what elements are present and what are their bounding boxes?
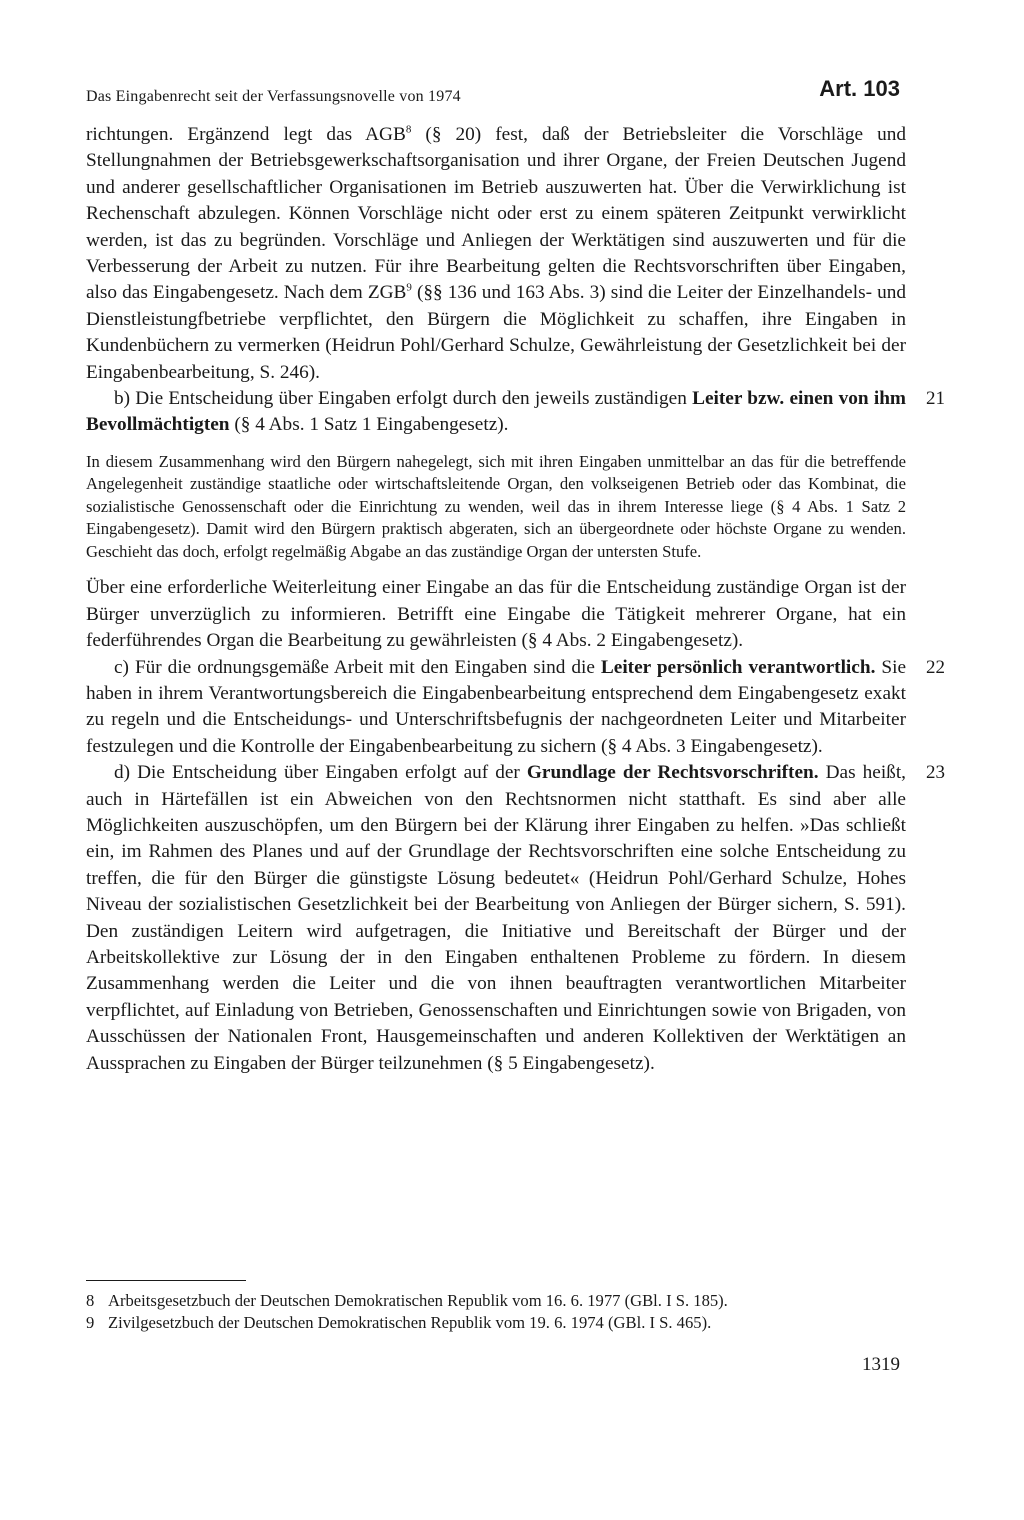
main-text (86, 122, 945, 1077)
footnote-divider (86, 1280, 246, 1281)
paragraph-d (86, 760, 945, 1077)
footnote-number: 9 (86, 1313, 95, 1332)
emphasis: Leiter bzw. einen von ihm Bevollmächtigten (86, 388, 906, 436)
small-print-paragraph: In diesem Zusammenhang wird den Bürgern nahegelegt, sich mit ihren Eingaben unmittelbar an das für die betreffende Angelegenheit zuständige staatliche oder wirtschaftsleitende Organ, den volkseigenen Betrieb oder das Kombinat, die sozialistische Genossenschaft oder die Einrichtung zu wenden, weil das in ihrem Interesse liege (§ 4 Abs. 1 Satz 2 Eingabengesetz). Damit wird den Bürgern praktisch abgeraten, sich an übergeordnete oder höchste Organe zu wenden. Geschieht das doch, erfolgt regelmäßig Abgabe an das zuständige Organ der untersten Stufe. (86, 451, 906, 561)
emphasis: Leiter persönlich verantwortlich. (600, 656, 876, 678)
footnote-ref-8: 8 (405, 123, 412, 136)
article-label: Art. 103 (819, 76, 900, 101)
text-run: Sie haben in ihrem Verantwortungsbereich die Eingabenbearbeitung entsprechend dem Eingabengesetz exakt zu regeln und die Entscheidungs- und Unterschriftsbefugnis der nachgeordneten Leiter und Mitarbeiter festzulegen und die Kontrolle der Eingabenbearbeitung zu sichern (§ 4 Abs. 3 Eingabengesetz). (86, 656, 907, 757)
paragraph-b (86, 386, 945, 439)
footnote-ref-9: 9 (406, 282, 412, 295)
footnotes (86, 1290, 906, 1334)
text-run: b) Die Entscheidung über Eingaben erfolgt durch den jeweils zuständigen (114, 388, 693, 410)
text-run: Das heißt, auch in Härtefällen ist ein Abweichen von den Rechtsnormen nicht statthaft. Es sind aber alle Möglichkeiten auszuschöpfen, um den Bürgern bei der Klärung ihrer Eingaben zu helfen. »Das schließt ein, im Rahmen des Planes und auf der Grundlage der Rechtsvorschriften eine solche Entscheidung zu treffen, die für den Bürger die günstigste Lösung bedeutet« (Heidrun Pohl/Gerhard Schulze, Hohes Niveau der sozialistischen Gesetzlichkeit bei der Bearbeitung von Anliegen der Bürger sichern, S. 591). Den zuständigen Leitern wird aufgetragen, die Initiative und Bereitschaft der Bürger und der Arbeitskollektive zur Lösung der in den Eingaben enthaltenen Probleme zu fördern. In diesem Zusammenhang werden die Leiter und die von ihnen beauftragten verantwortlichen Mitarbeiter verpflichtet, auf Einladung von Betrieben, Genossenschaften und Einrichtungen sowie von Brigaden, von Ausschüssen der Nationalen Front, Hausgemeinschaften und anderen Kollektiven der Werktätigen an Aussprachen zu Eingaben der Bürger teilzunehmen (§ 5 Eingabengesetz). (86, 762, 907, 1074)
text-run: (§ 4 Abs. 1 Satz 1 Eingabengesetz). (229, 414, 509, 436)
margin-number-22: 22 (926, 656, 945, 678)
margin-number-23: 23 (926, 762, 945, 784)
paragraph-c (86, 655, 945, 761)
text-run: (§§ 136 und 163 Abs. 3) sind die Leiter der Einzelhandels- und Dienstleistungfbetriebe verpflichtet, den Bürgern die Möglichkeit zu schaffen, ihre Eingaben in Kundenbüchern zu vermerken (Heidrun Pohl/Gerhard Schulze, Gewährleistung der Gesetzlichkeit bei der Eingabenbearbeitung, S. 246). (86, 282, 906, 383)
text-run: d) Die Entscheidung über Eingaben erfolgt auf der (114, 762, 527, 784)
footnote-text: Arbeitsgesetzbuch der Deutschen Demokratischen Republik vom 16. 6. 1977 (GBl. I S. 185). (108, 1291, 728, 1310)
text-run: c) Für die ordnungsgemäße Arbeit mit den Eingaben sind die (114, 656, 601, 678)
footnote-8 (86, 1290, 906, 1312)
emphasis: Grundlage der Rechtsvorschriften. (526, 762, 819, 784)
paragraph-continuation (86, 122, 906, 386)
footnote-number: 8 (86, 1291, 95, 1310)
margin-number-21: 21 (926, 388, 945, 410)
page-number: 1319 (862, 1354, 900, 1375)
text-run: richtungen. Ergänzend legt das AGB (86, 124, 406, 145)
footnote-text: Zivilgesetzbuch der Deutschen Demokratischen Republik vom 19. 6. 1974 (GBl. I S. 465). (108, 1313, 712, 1332)
text-run: (§ 20) fest, daß der Betriebsleiter die Vorschläge und Stellungnahmen der Betriebsgewerkschaftsorganisation und ihrer Organe, der Freien Deutschen Jugend und anderer gesellschaftlicher Organisationen im Betrieb auszuwerten hat. Über die Verwirklichung ist Rechenschaft abzulegen. Können Vorschläge nicht oder erst zu einem späteren Zeitpunkt verwirklicht werden, ist das zu begründen. Vorschläge und Anliegen der Werktätigen sind auszuwerten und für die Verbesserung der Arbeit zu nutzen. Für ihre Bearbeitung gelten die Rechtsvorschriften über Eingaben, also das Eingabengesetz. Nach dem ZGB (86, 124, 907, 304)
running-title: Das Eingabenrecht seit der Verfassungsnovelle von 1974 (86, 88, 461, 105)
paragraph-forwarding: Über eine erforderliche Weiterleitung einer Eingabe an das für die Entscheidung zuständige Organ ist der Bürger unverzüglich zu informieren. Betrifft eine Eingabe die Tätigkeit mehrerer Organe, hat ein federführendes Organ die Bearbeitung zu gewährleisten (§ 4 Abs. 2 Eingabengesetz). (86, 577, 906, 652)
footnote-9 (86, 1312, 906, 1334)
